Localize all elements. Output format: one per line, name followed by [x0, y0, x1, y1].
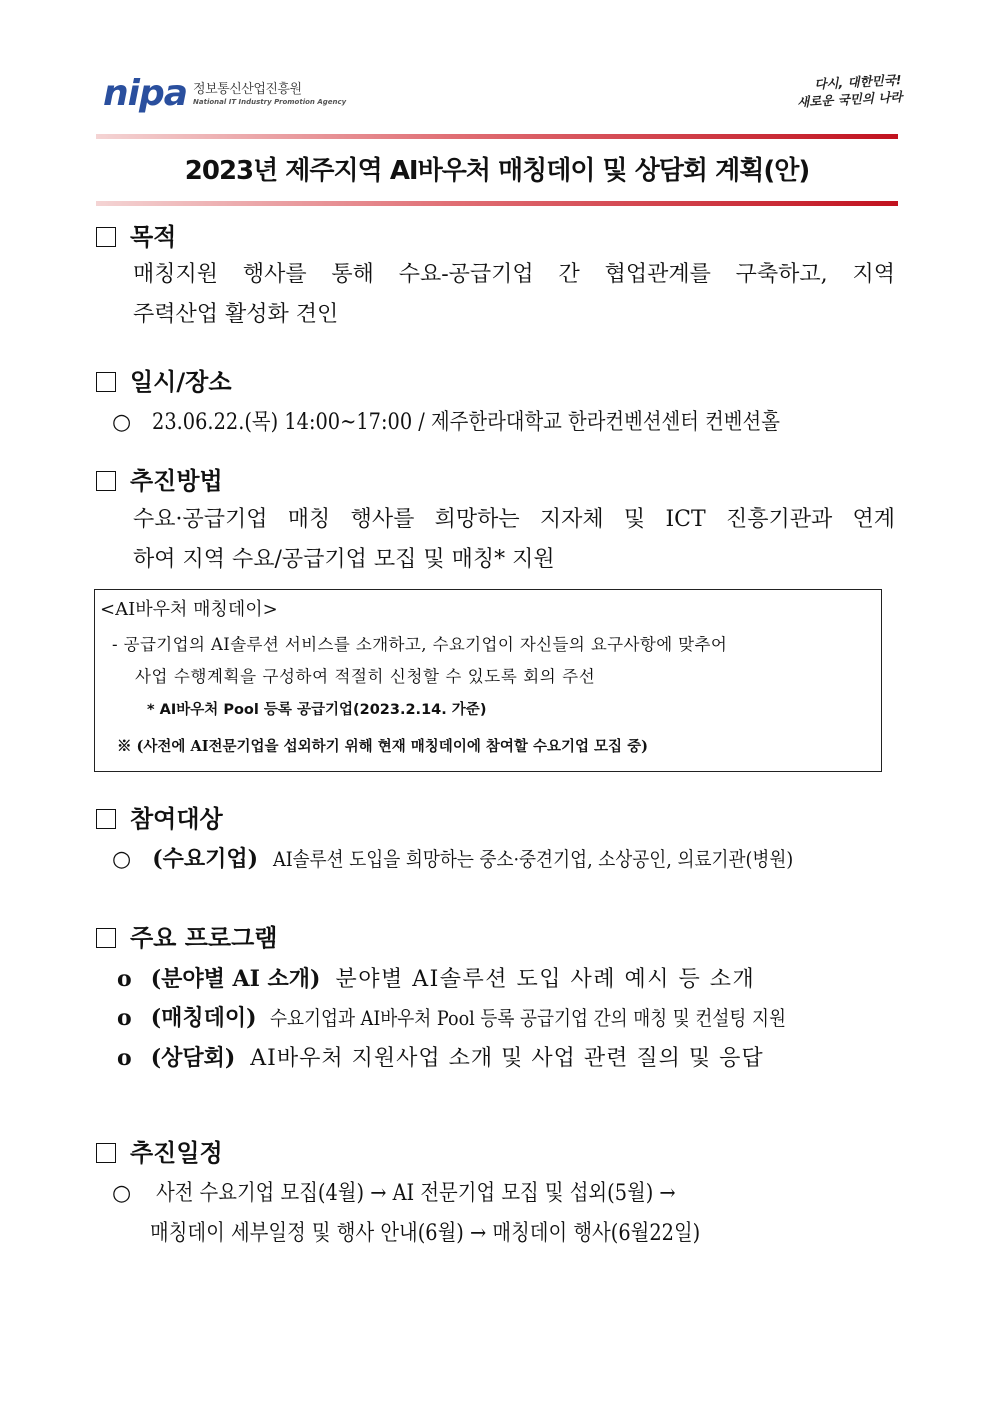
target-text: AI솔루션 도입을 희망하는 중소·중견기업, 소상공인, 의료기관(병원)	[273, 847, 794, 871]
program-bullet: o	[117, 1045, 132, 1071]
section-timeline-heading	[96, 1137, 223, 1169]
slogan	[789, 71, 903, 111]
program-label: (상담회)	[150, 1045, 236, 1071]
program-text: AI바우처 지원사업 소개 및 사업 관련 질의 및 응답	[250, 1046, 764, 1071]
heading-label: 추진방법	[130, 467, 223, 495]
method-line2: 하여 지역 수요/공급기업 모집 및 매칭* 지원	[133, 547, 555, 572]
checkbox-square-icon	[96, 1143, 116, 1163]
heading-label: 목적	[130, 223, 177, 251]
target-label: (수요기업)	[152, 846, 259, 872]
title-top-divider	[96, 134, 898, 139]
section-program-heading	[96, 922, 277, 954]
document-title: 2023년 제주지역 AI바우처 매칭데이 및 상담회 계획(안)	[184, 156, 810, 186]
logo-name-ko: 정보통신산업진흥원	[193, 81, 302, 97]
heading-label: 일시/장소	[130, 368, 232, 396]
timeline-line2: 매칭데이 세부일정 및 행사 안내(6월) → 매칭데이 행사(6월22일)	[150, 1221, 701, 1246]
schedule-item	[112, 407, 866, 439]
box-dash-line1: - 공급기업의 AI솔루션 서비스를 소개하고, 수요기업이 자신들의 요구사항에 맞추어	[112, 635, 728, 654]
purpose-text	[133, 255, 895, 295]
box-title: <AI바우처 매칭데이>	[100, 599, 278, 620]
timeline-line1: 사전 수요기업 모집(4월) → AI 전문기업 모집 및 섭외(5월) →	[156, 1181, 676, 1206]
target-item	[112, 843, 864, 876]
checkbox-square-icon	[96, 928, 116, 948]
heading-label: 추진일정	[130, 1139, 223, 1167]
program-text: 수요기업과 AI바우처 Pool 등록 공급기업 간의 매칭 및 컨설팅 지원	[269, 1006, 786, 1030]
purpose-line2: 주력산업 활성화 견인	[133, 302, 339, 327]
program-item-3	[117, 1042, 764, 1075]
purpose-line1: 매칭지원 행사를 통해 수요-공급기업 간 협업관계를 구축하고, 지역	[133, 262, 895, 287]
program-label: (분야별 AI 소개)	[150, 966, 321, 992]
program-text: 분야별 AI솔루션 도입 사례 예시 등 소개	[335, 967, 756, 992]
slogan-line1: 다시, 대한민국!	[813, 72, 902, 92]
checkbox-square-icon	[96, 471, 116, 491]
logo-text	[193, 82, 346, 107]
program-bullet: o	[117, 966, 132, 992]
box-note: ※ (사전에 AI전문기업을 섭외하기 위해 현재 매칭데이에 참여할 수요기업 모집 중)	[117, 738, 648, 755]
program-bullet: o	[117, 1005, 132, 1031]
section-target-heading	[96, 803, 223, 835]
title-bottom-divider	[96, 201, 898, 206]
box-footnote: * AI바우처 Pool 등록 공급기업(2023.2.14. 가준)	[147, 702, 487, 718]
checkbox-square-icon	[96, 809, 116, 829]
heading-label: 주요 프로그램	[130, 924, 278, 952]
timeline-line2-wrap	[150, 1218, 775, 1250]
schedule-text: 23.06.22.(목) 14:00~17:00 / 제주한라대학교 한라컨벤션센터 컨벤션홀	[152, 410, 781, 435]
circle-bullet-icon: ○	[112, 847, 132, 872]
logo-mark: nipa	[103, 73, 188, 114]
logo-name-en: National IT Industry Promotion Agency	[193, 97, 347, 106]
matching-day-info-box	[94, 589, 882, 772]
section-schedule-heading	[96, 366, 232, 398]
slogan-line2: 새로운 국민의 나라	[796, 89, 903, 110]
nipa-logo	[103, 73, 347, 114]
method-line1: 수요·공급기업 매칭 행사를 희망하는 지자체 및 ICT 진흥기관과 연계	[133, 507, 895, 532]
checkbox-square-icon	[96, 372, 116, 392]
program-item-2	[117, 1002, 856, 1035]
box-dash-line2: 사업 수행계획을 구성하여 적절히 신청할 수 있도록 회의 주선	[135, 667, 596, 686]
circle-bullet-icon: ○	[112, 1181, 132, 1206]
heading-label: 참여대상	[130, 805, 223, 833]
program-label: (매칭데이)	[150, 1005, 257, 1031]
circle-bullet-icon: ○	[112, 410, 132, 435]
section-method-heading	[96, 465, 223, 497]
timeline-item	[112, 1178, 747, 1210]
checkbox-square-icon	[96, 227, 116, 247]
method-text	[133, 500, 895, 540]
program-item-1	[117, 963, 755, 996]
section-purpose-heading	[96, 221, 176, 253]
